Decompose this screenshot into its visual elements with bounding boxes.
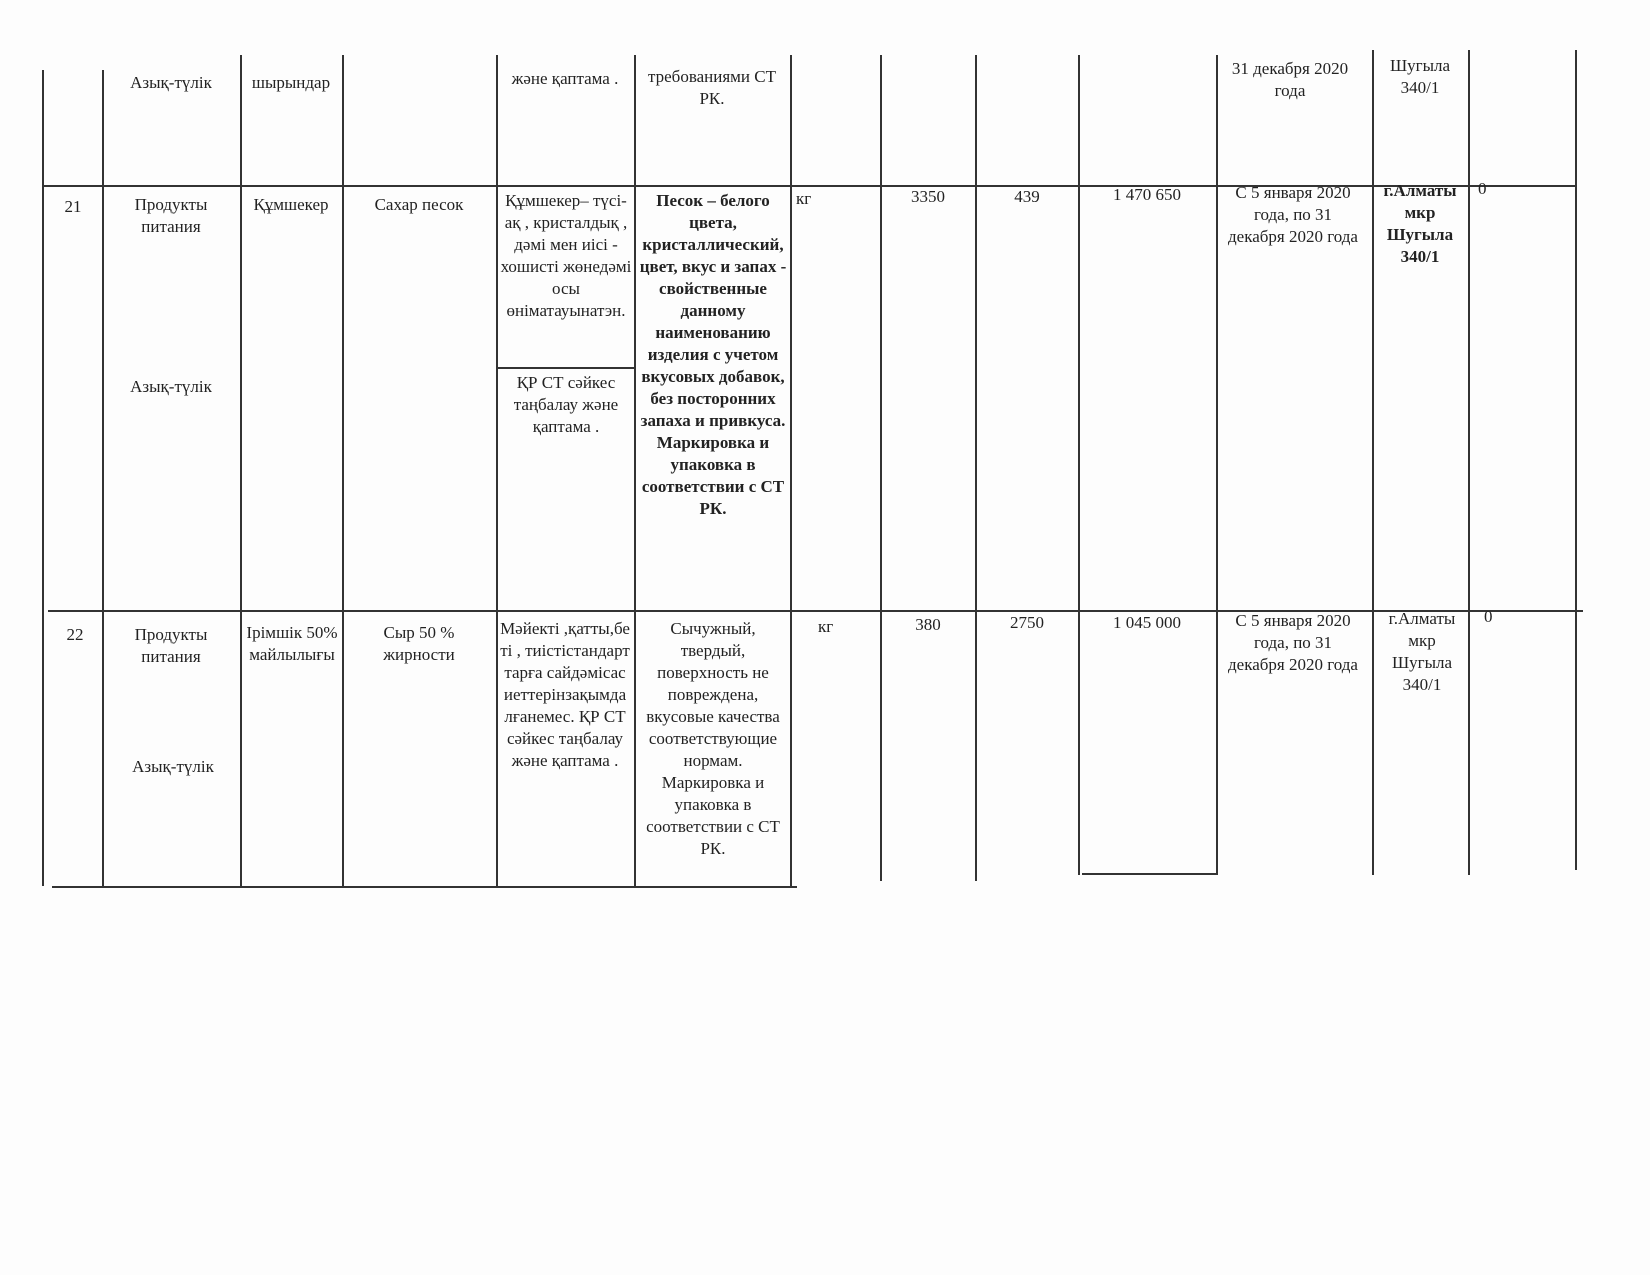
row-22-number: 22	[66, 625, 84, 644]
row-21-name-kz: Азық-түлік	[130, 377, 212, 396]
row-21-total: 1 470 650	[1113, 185, 1181, 204]
column-line	[790, 55, 792, 886]
row-21-short-name: Құмшекер	[253, 195, 329, 214]
row-21-quantity: 3350	[911, 187, 945, 206]
row-21-spec-kz-a: Құмшекер– түсі-ақ , кристалдық , дәмі мен иісі - хошисті жөнедәмі осы өніматауынатэн.	[500, 191, 632, 320]
column-line	[1372, 50, 1374, 875]
row-22-address: г.Алматы мкр Шугыла 340/1	[1388, 609, 1456, 694]
column-line	[975, 55, 977, 881]
row-22-unit: кг	[818, 617, 834, 636]
row-22-short-name: Ірімшік 50% майлылығы	[246, 623, 338, 664]
row-21-address: г.Алматы мкр Шугыла 340/1	[1383, 181, 1457, 266]
column-line	[634, 55, 636, 886]
prev-spec-ru-tail: требованиями СТ РК.	[647, 67, 777, 108]
row-21-spec-kz-b: ҚР СТ сәйкес таңбалау және қаптама .	[513, 373, 619, 436]
row-22-quantity: 380	[915, 615, 941, 634]
row-21-price: 439	[1014, 187, 1040, 206]
prev-period-tail: 31 декабря 2020 года	[1231, 59, 1349, 100]
row-22-total: 1 045 000	[1113, 613, 1181, 632]
row-22-price: 2750	[1010, 613, 1044, 632]
column-line	[1575, 50, 1577, 870]
row-22-period: С 5 января 2020 года, по 31 декабря 2020 года	[1228, 611, 1358, 674]
row-22-spec-ru: Сычужный, твердый, поверхность не повреждена, вкусовые качества соответствующие нормам. Маркировка и упаковка в соответствии с СТ РК.	[646, 619, 780, 858]
column-line	[42, 70, 44, 886]
table-bottom-border	[52, 886, 797, 888]
row-21-spec-ru: Песок – белого цвета, кристаллический, цвет, вкус и запах - свойственные данному наименованию изделия с учетом вкусовых добавок, без посторонних запаха и привкуса. Маркировка и упаковка в соответствии с СТ РК.	[639, 191, 787, 518]
prev-spec-kz-tail: және қаптама .	[511, 69, 619, 88]
column-line	[342, 55, 344, 886]
row-22-name-ru: Продукты питания	[134, 625, 208, 666]
column-line	[1468, 50, 1470, 875]
column-line	[496, 55, 498, 886]
row-21-advance: 0	[1478, 179, 1487, 198]
total-cell-bottom-border	[1082, 873, 1218, 875]
row-22-advance: 0	[1484, 607, 1493, 626]
column-line	[880, 55, 882, 881]
column-line	[1078, 55, 1080, 875]
row-22-spec-kz: Мәйекті ,қатты,беті , тиістістандарттарға сайдәмісасиеттерінзақымдалғанемес. ҚР СТ сәйкес таңбалау және қаптама .	[500, 619, 630, 770]
column-line	[102, 70, 104, 886]
column-line	[240, 55, 242, 886]
row-22-name-kz: Азық-түлік	[132, 757, 214, 776]
column-line	[1216, 55, 1218, 875]
prev-name-kz: Азық-түлік	[130, 73, 212, 92]
row-21-name-ru: Продукты питания	[134, 195, 208, 236]
row-21-number: 21	[64, 197, 82, 216]
prev-address-tail: Шугыла 340/1	[1389, 56, 1451, 97]
row-21-period: С 5 января 2020 года, по 31 декабря 2020 года	[1228, 183, 1358, 246]
row-21-unit: кг	[796, 189, 812, 208]
prev-short-name: шырындар	[251, 73, 331, 92]
row-22-product: Сыр 50 % жирности	[383, 623, 455, 664]
row-21-product: Сахар песок	[374, 195, 464, 214]
spec-kz-split-line	[496, 367, 634, 369]
